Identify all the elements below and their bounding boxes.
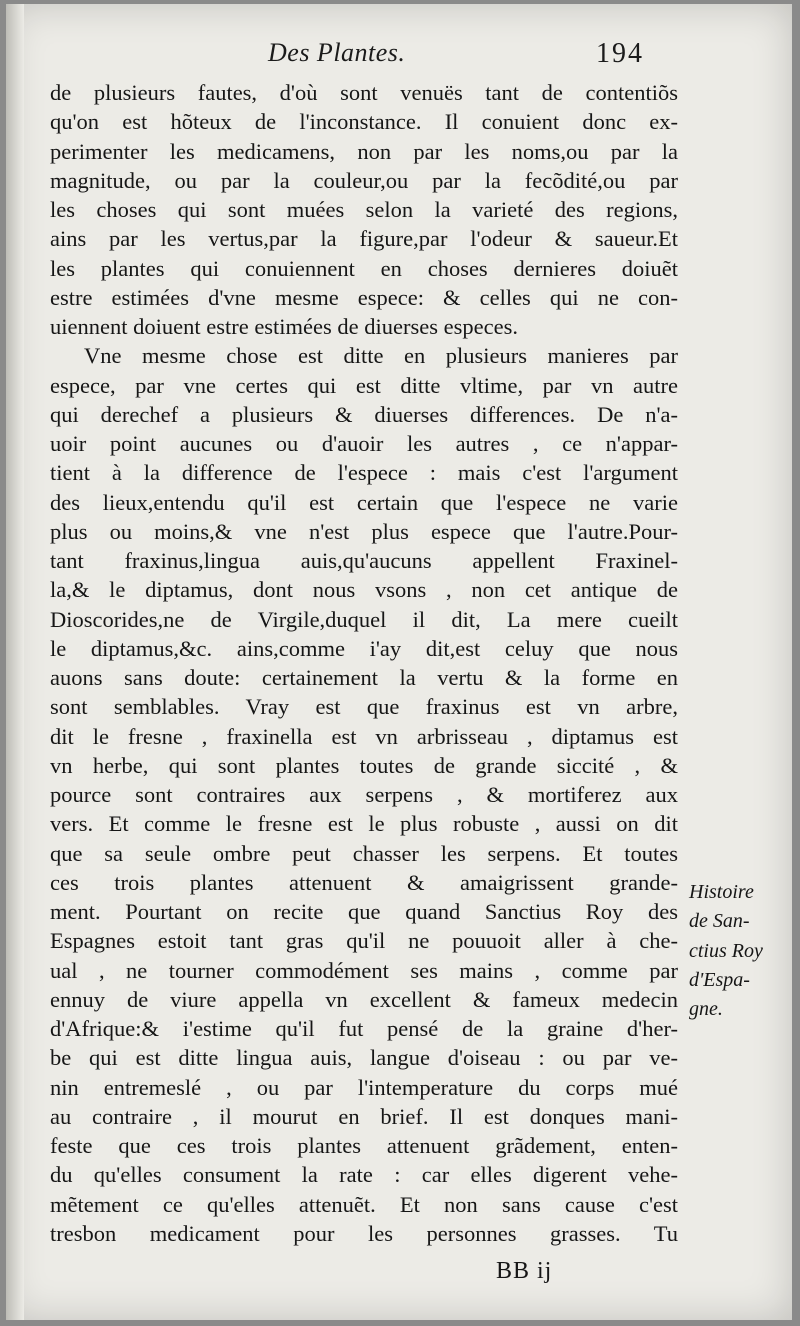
text-line: nin entremeslé , ou par l'intemperature du corps mué [50, 1074, 678, 1100]
text-line: du qu'elles consument la rate : car elles digerent vehe- [50, 1162, 678, 1188]
margin-note-line: ctius Roy [689, 939, 763, 962]
text-line: sont semblables. Vray est que fraxinus est vn arbre, [50, 694, 678, 720]
page-gutter-shadow [6, 4, 24, 1320]
text-line: plus ou moins,& vne n'est plus espece que l'autre.Pour- [50, 518, 678, 544]
text-line: ual , ne tourner commodément ses mains , comme par [50, 957, 678, 983]
text-line: qui derechef a plusieurs & diuerses differences. De n'a- [50, 401, 678, 427]
text-line: feste que ces trois plantes attenuent grãdement, enten- [50, 1133, 678, 1158]
text-line: ennuy de viure appella vn excellent & fameux medecin [50, 986, 678, 1012]
text-line: tresbon medicament pour les personnes grasses. Tu [50, 1220, 678, 1246]
text-line: dit le fresne , fraxinella est vn arbrisseau , diptamus est [50, 723, 678, 749]
text-line: be qui est ditte lingua auis, langue d'oiseau : ou par ve- [50, 1045, 678, 1071]
text-line: uoir point aucunes ou d'auoir les autres , ce n'appar- [50, 431, 678, 456]
text-line: ment. Pourtant on recite que quand Sanctius Roy des [50, 899, 678, 924]
page-number: 194 [596, 38, 644, 69]
text-line: le diptamus,&c. ains,comme i'ay dit,est celuy que nous [50, 635, 678, 661]
text-line: magnitude, ou par la couleur,ou par la fecõdité,ou par [50, 167, 678, 193]
body-text [50, 78, 678, 1248]
margin-note-line: d'Espa- [689, 968, 750, 991]
text-line: espece, par vne certes qui est ditte vltime, par vn autre [50, 372, 678, 398]
text-line: uiennent doiuent estre estimées de diuerses especes. [50, 314, 518, 339]
text-line: de plusieurs fautes, d'où sont venuës tant de contentiõs [50, 80, 678, 105]
text-line: tant fraxinus,lingua auis,qu'aucuns appellent Fraxinel- [50, 548, 678, 573]
text-line: vers. Et comme le fresne est le plus robuste , aussi on dit [50, 811, 678, 837]
margin-note-line: de San- [689, 910, 750, 933]
text-line: pource sont contraires aux serpens , & mortiferez aux [50, 782, 678, 807]
text-line: des lieux,entendu qu'il est certain que l'espece ne varie [50, 489, 678, 515]
text-line: qu'on est hõteux de l'inconstance. Il conuient donc ex- [50, 109, 678, 135]
text-line: perimenter les medicamens, non par les noms,ou par la [50, 138, 678, 164]
margin-note-line: Histoire [689, 881, 754, 903]
text-line: ains par les vertus,par la figure,par l'odeur & saueur.Et [50, 226, 678, 252]
book-page [6, 4, 792, 1320]
text-line: la,& le diptamus, dont nous vsons , non cet antique de [50, 577, 678, 603]
running-head [6, 38, 792, 78]
text-line: les choses qui sont muées selon la varieté des regions, [50, 197, 678, 222]
text-line: vn herbe, qui sont plantes toutes de grande siccité , & [50, 752, 678, 778]
text-line: tient à la difference de l'espece : mais c'est l'argument [50, 460, 678, 486]
text-line: Dioscorides,ne de Virgile,duquel il dit, La mere cueilt [50, 606, 678, 632]
text-line: les plantes qui conuiennent en choses dernieres doiuẽt [50, 255, 678, 281]
text-line: estre estimées d'vne mesme espece: & celles qui ne con- [50, 284, 678, 310]
text-line: Espagnes estoit tant gras qu'il ne pouuoit aller à che- [50, 928, 678, 954]
text-line: auons sans doute: certainement la vertu & la forme en [50, 665, 678, 690]
text-line: mẽtement ce qu'elles attenuẽt. Et non sans cause c'est [50, 1191, 678, 1217]
text-line: d'Afrique:& i'estime qu'il fut pensé de la graine d'her- [50, 1016, 678, 1041]
margin-note-line: gne. [689, 998, 723, 1020]
signature-mark: BB ij [496, 1258, 553, 1284]
margin-note [689, 878, 789, 1024]
text-line: que sa seule ombre peut chasser les serpens. Et toutes [50, 840, 678, 866]
text-line: ces trois plantes attenuent & amaigrissent grande- [50, 869, 678, 895]
text-line: au contraire , il mourut en brief. Il est donques mani- [50, 1103, 678, 1129]
text-line: Vne mesme chose est ditte en plusieurs manieres par [84, 343, 678, 369]
running-title: Des Plantes. [268, 38, 406, 67]
